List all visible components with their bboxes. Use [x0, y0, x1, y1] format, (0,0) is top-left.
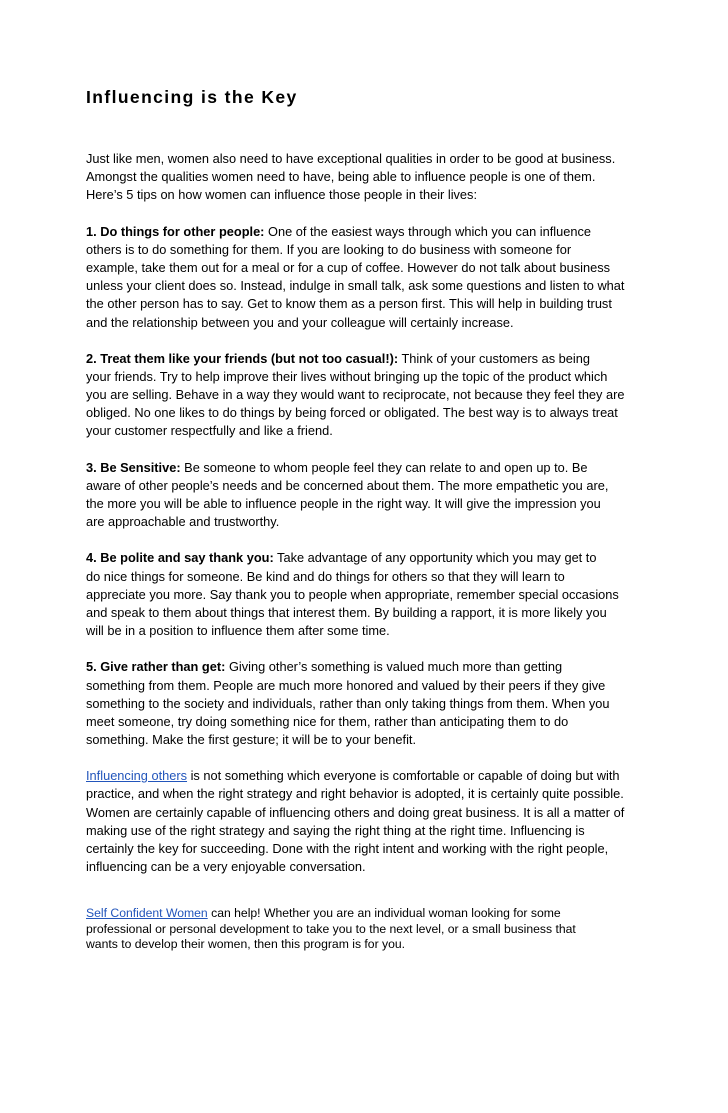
tip-line: your friends. Try to help improve their lives without bringing up the topic of the product which	[86, 368, 608, 384]
tip-line: something. Make the first gesture; it will be to your benefit.	[86, 732, 417, 748]
spacer	[86, 749, 656, 767]
tip-text: Think of your customers as being	[398, 350, 590, 366]
tip-line: something from them. People are much more honored and valued by their peers if they give	[86, 677, 606, 693]
tip-line: something to the society and individuals, rather than only taking things from them. When you	[86, 695, 610, 711]
tip-heading: 4. Be polite and say thank you:	[86, 550, 274, 566]
conclusion-line	[86, 767, 656, 785]
intro-line: Just like men, women also need to have exceptional qualities in order to be good at business.	[86, 151, 616, 166]
tip-line: others is to do something for them. If you are looking to do business with someone for	[86, 241, 572, 257]
tip-line: the other person has to say. Get to know them as a person first. This will help in building trust	[86, 296, 612, 312]
conclusion-line: practice, and when the right strategy and right behavior is adopted, it is certainly quite possible.	[86, 786, 624, 802]
intro-line: Amongst the qualities women need to have, being able to influence people is one of them.	[86, 169, 596, 185]
spacer	[86, 876, 656, 906]
tip-line: and speak to them about things that interest them. By building a rapport, it is more likely you	[86, 604, 607, 620]
tip-heading: 2. Treat them like your friends (but not too casual!):	[86, 350, 399, 366]
tip-line	[86, 658, 656, 676]
tip-paragraph-5	[86, 658, 656, 749]
influencing-others-link[interactable]: Influencing others	[86, 768, 188, 784]
tip-line: meet someone, try doing something nice for them, rather than anticipating them to do	[86, 713, 569, 729]
spacer	[86, 205, 656, 223]
tip-line: you are selling. Behave in a way they would want to reciprocate, not because they feel they are	[86, 387, 625, 403]
tip-paragraph-1	[86, 223, 656, 332]
tip-line: the more you will be able to influence people in the right way. It will give the impression you	[86, 496, 601, 511]
tip-text: Take advantage of any opportunity which you may get to	[273, 550, 597, 566]
tip-text: One of the easiest ways through which you can influence	[264, 223, 591, 239]
tip-text: Be someone to whom people feel they can relate to and open up to. Be	[180, 459, 588, 475]
spacer	[86, 441, 656, 459]
spacer	[86, 640, 656, 658]
tip-line	[86, 459, 656, 477]
promo-line	[86, 906, 656, 922]
tip-heading: 1. Do things for other people:	[86, 223, 265, 239]
conclusion-text: is not something which everyone is comfortable or capable of doing but with	[187, 768, 620, 784]
tip-heading: 3. Be Sensitive:	[86, 459, 181, 475]
tip-line: are approachable and trustworthy.	[86, 514, 280, 530]
conclusion-line: Women are certainly capable of influencing others and doing great business. It is all a matter of	[86, 804, 625, 820]
promo-text: can help! Whether you are an individual woman looking for some	[207, 906, 561, 921]
conclusion-line: certainly the key for succeeding. Done with the right intent and working with the right people,	[86, 841, 609, 856]
tip-line: will be in a position to influence them after some time.	[86, 623, 390, 639]
document-page	[86, 82, 656, 953]
conclusion-line: influencing can be a very enjoyable conversation.	[86, 859, 366, 875]
tip-line: obliged. No one likes to do things by being forced or obligated. The best way is to always treat	[86, 405, 618, 421]
promo-line: professional or personal development to take you to the next level, or a small business that	[86, 921, 576, 936]
tip-line: appreciate you more. Say thank you to people when appropriate, remember special occasions	[86, 586, 619, 602]
tip-line	[86, 549, 656, 567]
page-title: Influencing is the Key	[86, 87, 298, 107]
tip-line	[86, 223, 656, 241]
tip-line: and the relationship between you and your colleague will certainly increase.	[86, 314, 514, 330]
conclusion-paragraph	[86, 767, 656, 876]
promo-paragraph	[86, 906, 656, 953]
tip-line: unless your client does so. Instead, indulge in small talk, ask some questions and listen to what	[86, 278, 625, 294]
spacer	[86, 332, 656, 350]
tip-paragraph-4	[86, 549, 656, 640]
tip-line: aware of other people’s needs and be concerned about them. The more empathetic you are,	[86, 477, 609, 493]
intro-paragraph	[86, 150, 656, 205]
tip-line	[86, 350, 656, 368]
tip-paragraph-2	[86, 350, 656, 441]
conclusion-line: making use of the right strategy and saying the right thing at the right time. Influencing is	[86, 822, 585, 838]
self-confident-women-link[interactable]: Self Confident Women	[86, 906, 208, 921]
tip-line: example, take them out for a meal or for a cup of coffee. However do not talk about business	[86, 259, 611, 275]
spacer	[86, 112, 656, 150]
promo-line: wants to develop their women, then this program is for you.	[86, 937, 406, 952]
tip-heading: 5. Give rather than get:	[86, 659, 226, 675]
tip-paragraph-3	[86, 459, 656, 532]
intro-line: Here’s 5 tips on how women can influence those people in their lives:	[86, 187, 478, 203]
tip-text: Giving other’s something is valued much more than getting	[225, 659, 563, 675]
spacer	[86, 531, 656, 549]
tip-line: your customer respectfully and like a friend.	[86, 423, 333, 439]
tip-line: do nice things for someone. Be kind and do things for others so that they will learn to	[86, 568, 565, 584]
